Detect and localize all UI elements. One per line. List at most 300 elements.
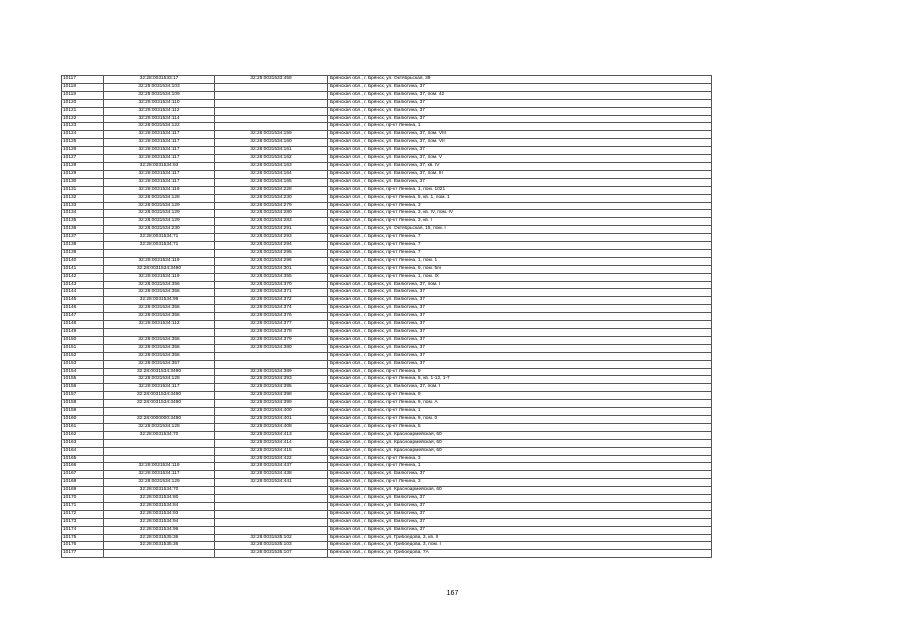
table-row xyxy=(62,431,712,439)
address-cell: Брянская обл., г. Брянск, пр-кт Ленина, 9, пом. А xyxy=(328,400,712,408)
address-cell: Брянская обл., г. Брянск, пр-кт Ленина, 3 xyxy=(328,479,712,487)
row-number-cell: 10174 xyxy=(62,526,104,534)
related-cadastral-number-cell xyxy=(215,107,328,115)
address-cell: Брянская обл., г. Брянск, ул. Емлютина, 37 xyxy=(328,502,712,510)
table-row xyxy=(62,155,712,163)
related-cadastral-number-cell: 32:28:0031534:399 xyxy=(215,400,328,408)
row-number-cell: 10120 xyxy=(62,99,104,107)
related-cadastral-number-cell: 32:28:0031534:441 xyxy=(215,479,328,487)
table-row xyxy=(62,202,712,210)
table-row xyxy=(62,210,712,218)
related-cadastral-number-cell xyxy=(215,83,328,91)
address-cell: Брянская обл., г. Брянск, ул. Емлютина, 37 xyxy=(328,99,712,107)
cadastral-number-cell: 32:28:0031534:71 xyxy=(104,234,215,242)
table-row xyxy=(62,408,712,416)
table-row xyxy=(62,455,712,463)
related-cadastral-number-cell xyxy=(215,360,328,368)
related-cadastral-number-cell: 32:28:0031534:283 xyxy=(215,218,328,226)
row-number-cell: 10160 xyxy=(62,415,104,423)
table-row xyxy=(62,234,712,242)
table-row xyxy=(62,518,712,526)
cadastral-number-cell: 32:28:0031534:109 xyxy=(104,91,215,99)
related-cadastral-number-cell xyxy=(215,91,328,99)
row-number-cell: 10157 xyxy=(62,392,104,400)
cadastral-number-cell: 32:28:0031534:356 xyxy=(104,313,215,321)
address-cell: Брянская обл., г. Брянск, ул. Емлютина, 37 xyxy=(328,147,712,155)
cadastral-number-cell: 32:28:0031535:36 xyxy=(104,534,215,542)
related-cadastral-number-cell: 32:28:0031534:279 xyxy=(215,202,328,210)
related-cadastral-number-cell: 32:28:0031534:408 xyxy=(215,423,328,431)
table-row xyxy=(62,289,712,297)
cadastral-number-cell: 32:28:0031534:112 xyxy=(104,107,215,115)
table-body xyxy=(62,76,712,558)
related-cadastral-number-cell: 32:28:0031535:102 xyxy=(215,534,328,542)
table-row xyxy=(62,170,712,178)
related-cadastral-number-cell: 32:28:0031534:393 xyxy=(215,376,328,384)
table-row xyxy=(62,400,712,408)
cadastral-number-cell xyxy=(104,447,215,455)
address-cell: Брянская обл., г. Брянск, ул. Красноармейская, 60 xyxy=(328,487,712,495)
address-cell: Брянская обл., г. Брянск, ул. Емлютина, 37 xyxy=(328,107,712,115)
cadastral-number-cell: 32:28:0031534:80 xyxy=(104,495,215,503)
cadastral-number-cell: 32:28:0031534:128 xyxy=(104,423,215,431)
table-row xyxy=(62,360,712,368)
row-number-cell: 10158 xyxy=(62,400,104,408)
cadastral-number-cell: 32:28:0031534:356 xyxy=(104,344,215,352)
related-cadastral-number-cell xyxy=(215,510,328,518)
table-row xyxy=(62,139,712,147)
cadastral-number-cell xyxy=(104,439,215,447)
table-row xyxy=(62,76,712,84)
address-cell: Брянская обл., г. Брянск, пр-кт Ленина, 7 xyxy=(328,242,712,250)
address-cell: Брянская обл., г. Брянск, ул. Грибоедова, 3, пом. I xyxy=(328,542,712,550)
address-cell: Брянская обл., г. Брянск, пр-кт Ленина, 3 xyxy=(328,455,712,463)
row-number-cell: 10149 xyxy=(62,329,104,337)
related-cadastral-number-cell: 32:28:0031534:400 xyxy=(215,408,328,416)
cadastral-number-cell: 32:28:0031534:114 xyxy=(104,115,215,123)
address-cell: Брянская обл., г. Брянск, пр-кт Ленина, 9, пом. 5/н xyxy=(328,265,712,273)
address-cell: Брянская обл., г. Брянск, ул. Октябрьская, 39 xyxy=(328,76,712,84)
cadastral-number-cell xyxy=(104,408,215,416)
row-number-cell: 10152 xyxy=(62,352,104,360)
cadastral-number-cell: 32:28:0031534:122 xyxy=(104,123,215,131)
related-cadastral-number-cell: 32:28:0031534:294 xyxy=(215,242,328,250)
row-number-cell: 10123 xyxy=(62,123,104,131)
related-cadastral-number-cell: 32:28:0031534:437 xyxy=(215,463,328,471)
cadastral-number-cell: 32:28:0031534:3490 xyxy=(104,265,215,273)
row-number-cell: 10134 xyxy=(62,210,104,218)
table-row xyxy=(62,329,712,337)
related-cadastral-number-cell: 32:28:0031534:162 xyxy=(215,155,328,163)
row-number-cell: 10128 xyxy=(62,162,104,170)
row-number-cell: 10154 xyxy=(62,368,104,376)
address-cell: Брянская обл., г. Брянск, ул. Емлютина, 37 xyxy=(328,518,712,526)
related-cadastral-number-cell: 32:28:0031534:371 xyxy=(215,289,328,297)
address-cell: Брянская обл., г. Брянск, пр-кт Ленина, 5, кв. 1-12, 1-7 xyxy=(328,376,712,384)
related-cadastral-number-cell: 32:28:0031535:107 xyxy=(215,550,328,558)
table-row xyxy=(62,297,712,305)
row-number-cell: 10126 xyxy=(62,147,104,155)
cadastral-number-cell: 32:28:0031534:117 xyxy=(104,131,215,139)
cadastral-number-cell: 32:28:0031534:356 xyxy=(104,336,215,344)
row-number-cell: 10177 xyxy=(62,550,104,558)
row-number-cell: 10133 xyxy=(62,202,104,210)
address-cell: Брянская обл., г. Брянск, ул. Емлютина, 37, пом. I xyxy=(328,384,712,392)
address-cell: Брянская обл., г. Брянск, ул. Емлютина, 37 xyxy=(328,178,712,186)
table-row xyxy=(62,526,712,534)
table-row xyxy=(62,534,712,542)
row-number-cell: 10143 xyxy=(62,281,104,289)
table-row xyxy=(62,423,712,431)
address-cell: Брянская обл., г. Брянск, ул. Емлютина, 37 xyxy=(328,305,712,313)
address-cell: Брянская обл., г. Брянск, ул. Емлютина, 37 xyxy=(328,510,712,518)
related-cadastral-number-cell: 32:28:0031534:370 xyxy=(215,281,328,289)
table-row xyxy=(62,273,712,281)
table-row xyxy=(62,178,712,186)
row-number-cell: 10169 xyxy=(62,487,104,495)
related-cadastral-number-cell xyxy=(215,518,328,526)
cadastral-number-cell: 32:28:0031534:230 xyxy=(104,226,215,234)
row-number-cell: 10150 xyxy=(62,336,104,344)
related-cadastral-number-cell xyxy=(215,502,328,510)
row-number-cell: 10141 xyxy=(62,265,104,273)
table-row xyxy=(62,368,712,376)
related-cadastral-number-cell: 32:28:0031534:228 xyxy=(215,186,328,194)
cadastral-number-cell: 32:28:0031534:117 xyxy=(104,471,215,479)
row-number-cell: 10159 xyxy=(62,408,104,416)
cadastral-number-cell xyxy=(104,329,215,337)
address-cell: Брянская обл., г. Брянск, ул. Емлютина, 37, пом. 42 xyxy=(328,91,712,99)
related-cadastral-number-cell: 32:28:0031534:378 xyxy=(215,329,328,337)
address-cell: Брянская обл., г. Брянск, пр-кт Ленина, 9, пом. 0 xyxy=(328,415,712,423)
address-cell: Брянская обл., г. Брянск, ул. Грибоедова, 7А xyxy=(328,550,712,558)
row-number-cell: 10168 xyxy=(62,479,104,487)
related-cadastral-number-cell: 32:28:0031534:389 xyxy=(215,368,328,376)
row-number-cell: 10127 xyxy=(62,155,104,163)
cadastral-number-cell: 32:28:0031534:119 xyxy=(104,186,215,194)
table-row xyxy=(62,83,712,91)
cadastral-number-cell: 32:28:0031534:112 xyxy=(104,321,215,329)
cadastral-number-cell: 32:28:0031534:117 xyxy=(104,139,215,147)
address-cell: Брянская обл., г. Брянск, ул. Емлютина, 37, пом. I xyxy=(328,281,712,289)
row-number-cell: 10165 xyxy=(62,455,104,463)
table-row xyxy=(62,265,712,273)
table-row xyxy=(62,281,712,289)
cadastral-number-cell: 32:28:0031534:117 xyxy=(104,384,215,392)
related-cadastral-number-cell: 32:28:0031534:398 xyxy=(215,392,328,400)
row-number-cell: 10119 xyxy=(62,91,104,99)
cadastral-number-cell: 32:28:0031534:129 xyxy=(104,202,215,210)
related-cadastral-number-cell: 32:28:0031534:230 xyxy=(215,194,328,202)
related-cadastral-number-cell: 32:28:0031534:372 xyxy=(215,297,328,305)
cadastral-number-cell: 32:28:0031534:117 xyxy=(104,155,215,163)
cadastral-number-cell: 32:28:0031534:129 xyxy=(104,218,215,226)
related-cadastral-number-cell: 32:28:0031534:422 xyxy=(215,455,328,463)
row-number-cell: 10136 xyxy=(62,226,104,234)
cadastral-number-cell: 32:28:0031534:84 xyxy=(104,502,215,510)
address-cell: Брянская обл., г. Брянск, ул. Емлютина, 37 xyxy=(328,344,712,352)
table-row xyxy=(62,344,712,352)
table-row xyxy=(62,131,712,139)
related-cadastral-number-cell: 32:28:0031534:376 xyxy=(215,313,328,321)
cadastral-number-cell xyxy=(104,455,215,463)
table-row xyxy=(62,242,712,250)
related-cadastral-number-cell: 32:28:0031534:165 xyxy=(215,178,328,186)
row-number-cell: 10156 xyxy=(62,384,104,392)
address-cell: Брянская обл., г. Брянск, ул. Емлютина, 37 xyxy=(328,360,712,368)
address-cell: Брянская обл., г. Брянск, пр-кт Ленина, 3, кв. I xyxy=(328,218,712,226)
related-cadastral-number-cell: 32:28:0031534:163 xyxy=(215,162,328,170)
cadastral-number-cell: 32:28:0031534:129 xyxy=(104,479,215,487)
table-row xyxy=(62,502,712,510)
table-row xyxy=(62,463,712,471)
address-cell: Брянская обл., г. Брянск, пр-кт Ленина, 5, кв. 1, пом. 1 xyxy=(328,194,712,202)
address-cell: Брянская обл., г. Брянск, ул. Емлютина, 37 xyxy=(328,321,712,329)
table-row xyxy=(62,550,712,558)
row-number-cell: 10132 xyxy=(62,194,104,202)
address-cell: Брянская обл., г. Брянск, пр-кт Ленина, 1, пом. 1 xyxy=(328,257,712,265)
table-row xyxy=(62,479,712,487)
row-number-cell: 10140 xyxy=(62,257,104,265)
table-row xyxy=(62,313,712,321)
cadastral-number-cell: 32:28:0031534:119 xyxy=(104,257,215,265)
related-cadastral-number-cell xyxy=(215,115,328,123)
cadastral-number-cell: 32:28:0031534:357 xyxy=(104,360,215,368)
address-cell: Брянская обл., г. Брянск, пр-кт Ленина, 7 xyxy=(328,249,712,257)
table-row xyxy=(62,162,712,170)
address-cell: Брянская обл., г. Брянск, ул. Емлютина, 37 xyxy=(328,336,712,344)
table-row xyxy=(62,384,712,392)
related-cadastral-number-cell xyxy=(215,487,328,495)
table-row xyxy=(62,336,712,344)
address-cell: Брянская обл., г. Брянск, пр-кт Ленина, 9 xyxy=(328,392,712,400)
cadastral-number-cell: 32:28:0031534:119 xyxy=(104,273,215,281)
related-cadastral-number-cell: 32:28:0031534:401 xyxy=(215,415,328,423)
related-cadastral-number-cell: 32:28:0031534:301 xyxy=(215,265,328,273)
row-number-cell: 10142 xyxy=(62,273,104,281)
cadastral-number-cell: 32:28:0031534:128 xyxy=(104,376,215,384)
address-cell: Брянская обл., г. Брянск, ул. Грибоедова, 3, кв. II xyxy=(328,534,712,542)
address-cell: Брянская обл., г. Брянск, ул. Емлютина, 37, пом. VII xyxy=(328,139,712,147)
cadastral-number-cell: 32:28:0031534:128 xyxy=(104,194,215,202)
row-number-cell: 10122 xyxy=(62,115,104,123)
table-row xyxy=(62,321,712,329)
related-cadastral-number-cell xyxy=(215,123,328,131)
table-row xyxy=(62,542,712,550)
address-cell: Брянская обл., г. Брянск, пр-кт Ленина, 9 xyxy=(328,368,712,376)
related-cadastral-number-cell: 32:28:0031534:296 xyxy=(215,257,328,265)
table-row xyxy=(62,226,712,234)
address-cell: Брянская обл., г. Брянск, ул. Красноармейская, 60 xyxy=(328,431,712,439)
address-cell: Брянская обл., г. Брянск, пр-кт Ленина, 7 xyxy=(328,234,712,242)
related-cadastral-number-cell: 32:28:0031535:103 xyxy=(215,542,328,550)
row-number-cell: 10129 xyxy=(62,170,104,178)
row-number-cell: 10167 xyxy=(62,471,104,479)
page-number: 167 xyxy=(446,590,459,597)
table-row xyxy=(62,99,712,107)
row-number-cell: 10135 xyxy=(62,218,104,226)
row-number-cell: 10161 xyxy=(62,423,104,431)
address-cell: Брянская обл., г. Брянск, пр-кт Ленина, 3, кв. IV, пом. IV xyxy=(328,210,712,218)
address-cell: Брянская обл., г. Брянск, ул. Емлютина, 37, пом. V xyxy=(328,155,712,163)
row-number-cell: 10145 xyxy=(62,297,104,305)
table-row xyxy=(62,495,712,503)
cadastral-number-cell: 32:28:0031534:356 xyxy=(104,305,215,313)
cadastral-number-cell: 32:28:0031534:117 xyxy=(104,170,215,178)
cadastral-number-cell xyxy=(104,550,215,558)
row-number-cell: 10121 xyxy=(62,107,104,115)
cadastral-number-cell: 32:28:0031534:71 xyxy=(104,242,215,250)
address-cell: Брянская обл., г. Брянск, ул. Емлютина, 37 xyxy=(328,289,712,297)
cadastral-number-cell: 32:28:0031534:93 xyxy=(104,510,215,518)
related-cadastral-number-cell: 32:28:0031534:414 xyxy=(215,439,328,447)
table-row xyxy=(62,471,712,479)
address-cell: Брянская обл., г. Брянск, ул. Емлютина, 37, пом. III xyxy=(328,170,712,178)
related-cadastral-number-cell: 32:28:0031534:380 xyxy=(215,344,328,352)
related-cadastral-number-cell: 32:28:0031534:379 xyxy=(215,336,328,344)
address-cell: Брянская обл., г. Брянск, пр-кт Ленина, 1 xyxy=(328,123,712,131)
cadastral-number-cell: 32:28:0031534:70 xyxy=(104,431,215,439)
cadastral-number-cell: 32:28:0031534:129 xyxy=(104,210,215,218)
address-cell: Брянская обл., г. Брянск, ул. Красноармейская, 60 xyxy=(328,439,712,447)
table-row xyxy=(62,392,712,400)
table-row xyxy=(62,376,712,384)
cadastral-number-cell: 32:28:0000000:3490 xyxy=(104,415,215,423)
row-number-cell: 10162 xyxy=(62,431,104,439)
address-cell: Брянская обл., г. Брянск, ул. Емлютина, 37 xyxy=(328,83,712,91)
address-cell: Брянская обл., г. Брянск, ул. Емлютина, 37, пом. VIII xyxy=(328,131,712,139)
row-number-cell: 10171 xyxy=(62,502,104,510)
table-row xyxy=(62,115,712,123)
row-number-cell: 10153 xyxy=(62,360,104,368)
address-cell: Брянская обл., г. Брянск, пр-кт Ленина, 1, пом. IX xyxy=(328,273,712,281)
related-cadastral-number-cell xyxy=(215,99,328,107)
cadastral-table xyxy=(61,75,712,558)
cadastral-number-cell: 32:28:0031534:119 xyxy=(104,463,215,471)
row-number-cell: 10147 xyxy=(62,313,104,321)
table-row xyxy=(62,91,712,99)
cadastral-number-cell: 32:28:0031534:110 xyxy=(104,99,215,107)
related-cadastral-number-cell: 32:28:0031534:413 xyxy=(215,431,328,439)
related-cadastral-number-cell: 32:28:0031534:291 xyxy=(215,226,328,234)
related-cadastral-number-cell: 32:28:0031534:159 xyxy=(215,131,328,139)
table-row xyxy=(62,249,712,257)
address-cell: Брянская обл., г. Брянск, пр-кт Ленина, 1 xyxy=(328,408,712,416)
cadastral-number-cell: 32:28:0031534:3490 xyxy=(104,368,215,376)
row-number-cell: 10124 xyxy=(62,131,104,139)
related-cadastral-number-cell: 32:28:0031534:438 xyxy=(215,471,328,479)
row-number-cell: 10170 xyxy=(62,495,104,503)
related-cadastral-number-cell: 32:28:0031534:164 xyxy=(215,170,328,178)
address-cell: Брянская обл., г. Брянск, ул. Емлютина, 37 xyxy=(328,352,712,360)
address-cell: Брянская обл., г. Брянск, пр-кт Ленина, 1, пом. 1021 xyxy=(328,186,712,194)
row-number-cell: 10166 xyxy=(62,463,104,471)
table-row xyxy=(62,123,712,131)
table-row xyxy=(62,194,712,202)
related-cadastral-number-cell: 32:28:0031534:293 xyxy=(215,234,328,242)
address-cell: Брянская обл., г. Брянск, ул. Емлютина, 37 xyxy=(328,297,712,305)
related-cadastral-number-cell: 32:28:0031534:161 xyxy=(215,147,328,155)
row-number-cell: 10125 xyxy=(62,139,104,147)
row-number-cell: 10139 xyxy=(62,249,104,257)
related-cadastral-number-cell: 32:28:0031533:459 xyxy=(215,76,328,84)
related-cadastral-number-cell: 32:28:0031534:295 xyxy=(215,249,328,257)
cadastral-number-cell: 32:28:0031534:94 xyxy=(104,518,215,526)
cadastral-number-cell: 32:28:0031535:36 xyxy=(104,542,215,550)
row-number-cell: 10175 xyxy=(62,534,104,542)
table-row xyxy=(62,352,712,360)
table-row xyxy=(62,107,712,115)
cadastral-number-cell: 32:28:0031534:117 xyxy=(104,147,215,155)
row-number-cell: 10117 xyxy=(62,76,104,84)
address-cell: Брянская обл., г. Брянск, ул. Емлютина, 37 xyxy=(328,495,712,503)
row-number-cell: 10164 xyxy=(62,447,104,455)
table-row xyxy=(62,305,712,313)
row-number-cell: 10137 xyxy=(62,234,104,242)
table-row xyxy=(62,257,712,265)
address-cell: Брянская обл., г. Брянск, ул. Емлютина, 37 xyxy=(328,329,712,337)
row-number-cell: 10148 xyxy=(62,321,104,329)
cadastral-number-cell: 32:28:0031534:93 xyxy=(104,162,215,170)
row-number-cell: 10176 xyxy=(62,542,104,550)
related-cadastral-number-cell: 32:28:0031534:160 xyxy=(215,139,328,147)
cadastral-number-cell: 32:28:0031534:3490 xyxy=(104,400,215,408)
row-number-cell: 10118 xyxy=(62,83,104,91)
cadastral-number-cell: 32:28:0031534:356 xyxy=(104,352,215,360)
table-row xyxy=(62,510,712,518)
cadastral-number-cell: 32:28:0031534:117 xyxy=(104,178,215,186)
table-row xyxy=(62,447,712,455)
address-cell: Брянская обл., г. Брянск, пр-кт Ленина, 5 xyxy=(328,423,712,431)
cadastral-number-cell: 32:28:0031534:96 xyxy=(104,526,215,534)
row-number-cell: 10172 xyxy=(62,510,104,518)
related-cadastral-number-cell: 32:28:0031534:377 xyxy=(215,321,328,329)
table-row xyxy=(62,147,712,155)
row-number-cell: 10144 xyxy=(62,289,104,297)
address-cell: Брянская обл., г. Брянск, ул. Емлютина, 37, кв. IV xyxy=(328,162,712,170)
address-cell: Брянская обл., г. Брянск, ул. Емлютина, 37 xyxy=(328,471,712,479)
table-row xyxy=(62,439,712,447)
row-number-cell: 10155 xyxy=(62,376,104,384)
row-number-cell: 10163 xyxy=(62,439,104,447)
related-cadastral-number-cell: 32:28:0031534:415 xyxy=(215,447,328,455)
row-number-cell: 10130 xyxy=(62,178,104,186)
address-cell: Брянская обл., г. Брянск, ул. Емлютина, 37 xyxy=(328,115,712,123)
address-cell: Брянская обл., г. Брянск, ул. Емлютина, 37 xyxy=(328,526,712,534)
related-cadastral-number-cell xyxy=(215,352,328,360)
cadastral-number-cell: 32:28:0031534:70 xyxy=(104,487,215,495)
row-number-cell: 10131 xyxy=(62,186,104,194)
related-cadastral-number-cell xyxy=(215,526,328,534)
table-row xyxy=(62,218,712,226)
related-cadastral-number-cell: 32:28:0031534:374 xyxy=(215,305,328,313)
related-cadastral-number-cell: 32:28:0031534:355 xyxy=(215,273,328,281)
cadastral-number-cell: 32:28:0031534:99 xyxy=(104,297,215,305)
row-number-cell: 10151 xyxy=(62,344,104,352)
address-cell: Брянская обл., г. Брянск, ул. Октябрьская, 15, пом. I xyxy=(328,226,712,234)
address-cell: Брянская обл., г. Брянск, пр-кт Ленина, 1 xyxy=(328,463,712,471)
address-cell: Брянская обл., г. Брянск, ул. Емлютина, 37 xyxy=(328,313,712,321)
cadastral-number-cell xyxy=(104,249,215,257)
cadastral-number-cell: 32:28:0031534:3490 xyxy=(104,392,215,400)
address-cell: Брянская обл., г. Брянск, ул. Красноармейская, 60 xyxy=(328,447,712,455)
cadastral-number-cell: 32:28:0031534:356 xyxy=(104,281,215,289)
cadastral-number-cell: 32:28:0031534:103 xyxy=(104,83,215,91)
table-row xyxy=(62,487,712,495)
cadastral-number-cell: 32:28:0031534:356 xyxy=(104,289,215,297)
table-row xyxy=(62,186,712,194)
row-number-cell: 10146 xyxy=(62,305,104,313)
